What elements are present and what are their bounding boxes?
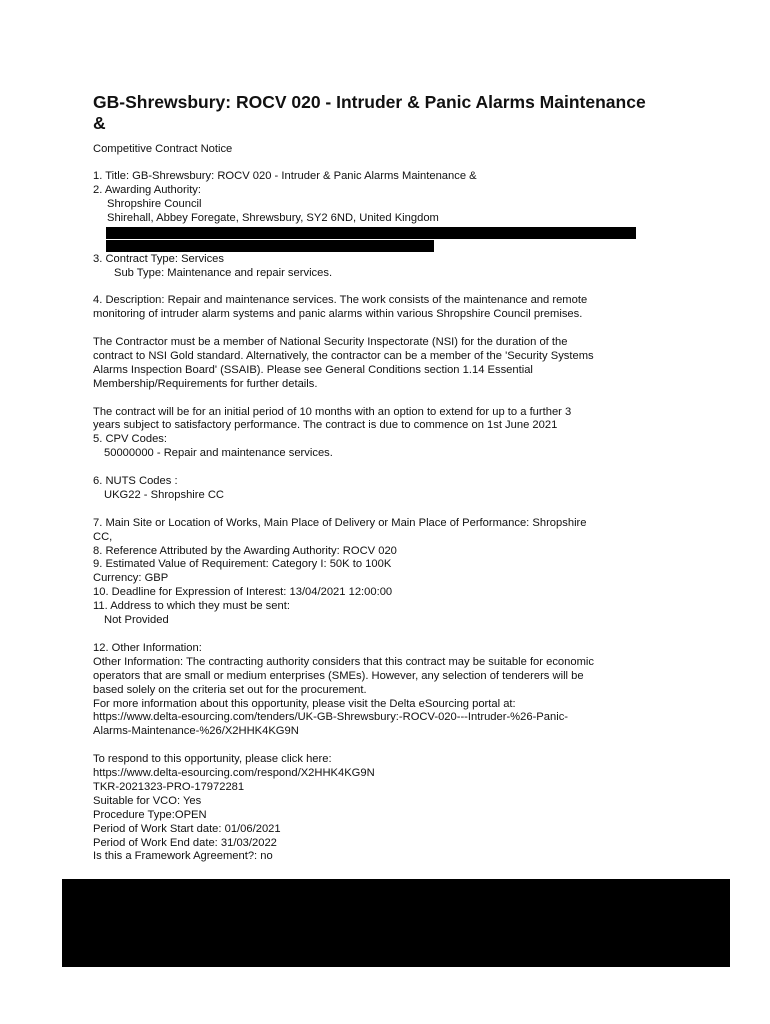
tracking-id: TKR-2021323-PRO-17972281 [93, 780, 245, 793]
membership-line: contract to NSI Gold standard. Alternatively, the contractor can be a member of the 'Security Systems [93, 349, 594, 362]
procedure-type: Procedure Type:OPEN [93, 808, 207, 821]
authority-address: Shirehall, Abbey Foregate, Shrewsbury, SY2 6ND, United Kingdom [107, 211, 439, 224]
nuts-code: UKG22 - Shropshire CC [104, 488, 224, 501]
location-line: CC, [93, 530, 113, 543]
contract-period-line: years subject to satisfactory performance. The contract is due to commence on 1st June 2021 [93, 419, 558, 432]
deadline-line: 10. Deadline for Expression of Interest: 13/04/2021 12:00:00 [93, 586, 393, 599]
address-heading: 11. Address to which they must be sent: [93, 600, 290, 613]
contract-subtype: Sub Type: Maintenance and repair services. [114, 266, 333, 279]
estimated-value-line: 9. Estimated Value of Requirement: Category I: 50K to 100K [93, 558, 392, 571]
portal-intro: For more information about this opportunity, please visit the Delta eSourcing portal at: [93, 697, 516, 710]
contract-type: 3. Contract Type: Services [93, 252, 224, 265]
other-info-line: Other Information: The contracting authority considers that this contract may be suitable for economic [93, 655, 594, 668]
portal-link-cont[interactable]: Alarms-Maintenance-%26/X2HHK4KG9N [93, 725, 299, 738]
awarding-authority-heading: 2. Awarding Authority: [93, 183, 202, 196]
membership-line: The Contractor must be a member of National Security Inspectorate (NSI) for the duration of the [93, 336, 568, 349]
location-line: 7. Main Site or Location of Works, Main Place of Delivery or Main Place of Performance: Shropshire [93, 516, 587, 529]
currency-line: Currency: GBP [93, 572, 169, 585]
reference-line: 8. Reference Attributed by the Awarding Authority: ROCV 020 [93, 544, 397, 557]
redaction-bar [106, 227, 636, 239]
redaction-bar [106, 240, 434, 252]
other-info-line: operators that are small or medium enterprises (SMEs). However, any selection of tenderers will be [93, 669, 584, 682]
respond-link[interactable]: https://www.delta-esourcing.com/respond/X2HHK4KG9N [93, 767, 375, 780]
authority-name: Shropshire Council [107, 197, 202, 210]
title-line: 1. Title: GB-Shrewsbury: ROCV 020 - Intruder & Panic Alarms Maintenance & [93, 170, 477, 182]
other-info-line: based solely on the criteria set out for the procurement. [93, 683, 367, 696]
nuts-heading: 6. NUTS Codes : [93, 475, 178, 488]
notice-subtitle: Competitive Contract Notice [93, 143, 233, 155]
cpv-heading: 5. CPV Codes: [93, 433, 167, 446]
vco-line: Suitable for VCO: Yes [93, 794, 202, 807]
portal-link[interactable]: https://www.delta-esourcing.com/tenders/UK-GB-Shrewsbury:-ROCV-020---Intruder-%26-Panic- [93, 711, 569, 724]
membership-line: Alarms Inspection Board' (SSAIB). Please see General Conditions section 1.14 Essential [93, 363, 533, 376]
description-line: 4. Description: Repair and maintenance services. The work consists of the maintenance and remote [93, 294, 588, 307]
cpv-code: 50000000 - Repair and maintenance services. [104, 447, 333, 460]
redaction-block [62, 879, 730, 967]
work-start-date: Period of Work Start date: 01/06/2021 [93, 822, 281, 835]
address-value: Not Provided [104, 614, 169, 627]
work-end-date: Period of Work End date: 31/03/2022 [93, 836, 277, 849]
notice-title: GB-Shrewsbury: ROCV 020 - Intruder & Panic Alarms Maintenance & [93, 92, 646, 133]
other-info-heading: 12. Other Information: [93, 641, 202, 654]
respond-intro: To respond to this opportunity, please click here: [93, 753, 332, 766]
membership-line: Membership/Requirements for further details. [93, 377, 318, 390]
framework-line: Is this a Framework Agreement?: no [93, 850, 273, 863]
contract-period-line: The contract will be for an initial period of 10 months with an option to extend for up to a further 3 [93, 405, 572, 418]
description-line: monitoring of intruder alarm systems and panic alarms within various Shropshire Council premises. [93, 308, 583, 321]
notice-body [93, 170, 683, 864]
